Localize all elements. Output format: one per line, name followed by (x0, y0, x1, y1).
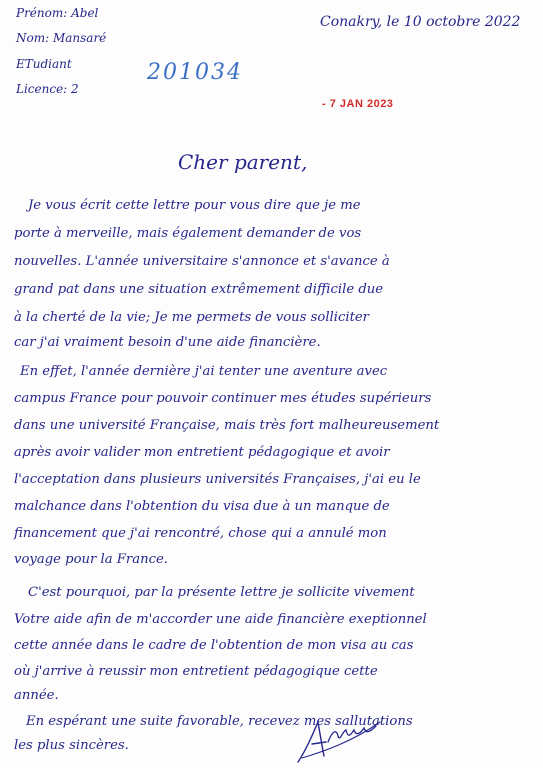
letter-line: l'acceptation dans plusieurs universités Françaises, j'ai eu le (14, 472, 421, 487)
letter-line: année. (14, 688, 59, 703)
status-line: ETudiant (16, 57, 72, 71)
letter-line: après avoir valider mon entretient pédagogique et avoir (14, 445, 390, 460)
letter-line: où j'arrive à reussir mon entretient pédagogique cette (14, 664, 378, 679)
letter-line: dans une université Française, mais très fort malheureusement (14, 418, 440, 433)
greeting: Cher parent, (178, 150, 308, 174)
letter-line: les plus sincères. (14, 738, 129, 753)
letter-line: Je vous écrit cette lettre pour vous dire que je me (28, 198, 361, 213)
letter-line: financement que j'ai rencontré, chose qui a annulé mon (14, 526, 387, 541)
letter-line: voyage pour la France. (14, 552, 168, 567)
licence-line: Licence: 2 (16, 82, 79, 96)
letter-line: nouvelles. L'année universitaire s'annonce et s'avance à (14, 254, 390, 269)
letter-line: porte à merveille, mais également demander de vos (14, 226, 362, 241)
letter-line: En espérant une suite favorable, recevez mes sallutations (26, 714, 413, 729)
letter-line: C'est pourquoi, par la présente lettre je sollicite vivement (28, 585, 415, 600)
lastname-line: Nom: Mansaré (16, 31, 107, 45)
letter-line: cette année dans le cadre de l'obtention de mon visa au cas (14, 638, 414, 653)
signature (292, 712, 382, 764)
received-stamp: - 7 JAN 2023 (322, 98, 394, 110)
place-date: Conakry, le 10 octobre 2022 (320, 14, 521, 30)
student-id: 201034 (147, 60, 243, 85)
firstname-line: Prénom: Abel (16, 6, 99, 20)
letter-line: malchance dans l'obtention du visa due à un manque de (14, 499, 390, 514)
letter-line: En effet, l'année dernière j'ai tenter une aventure avec (20, 364, 388, 379)
letter-line: grand pat dans une situation extrêmement difficile due (14, 282, 384, 297)
letter-line: campus France pour pouvoir continuer mes études supérieurs (14, 391, 432, 406)
letter-line: car j'ai vraiment besoin d'une aide financière. (14, 335, 321, 350)
letter-line: à la cherté de la vie; Je me permets de vous solliciter (14, 310, 369, 325)
letter-line: Votre aide afin de m'accorder une aide financière exeptionnel (14, 612, 427, 627)
